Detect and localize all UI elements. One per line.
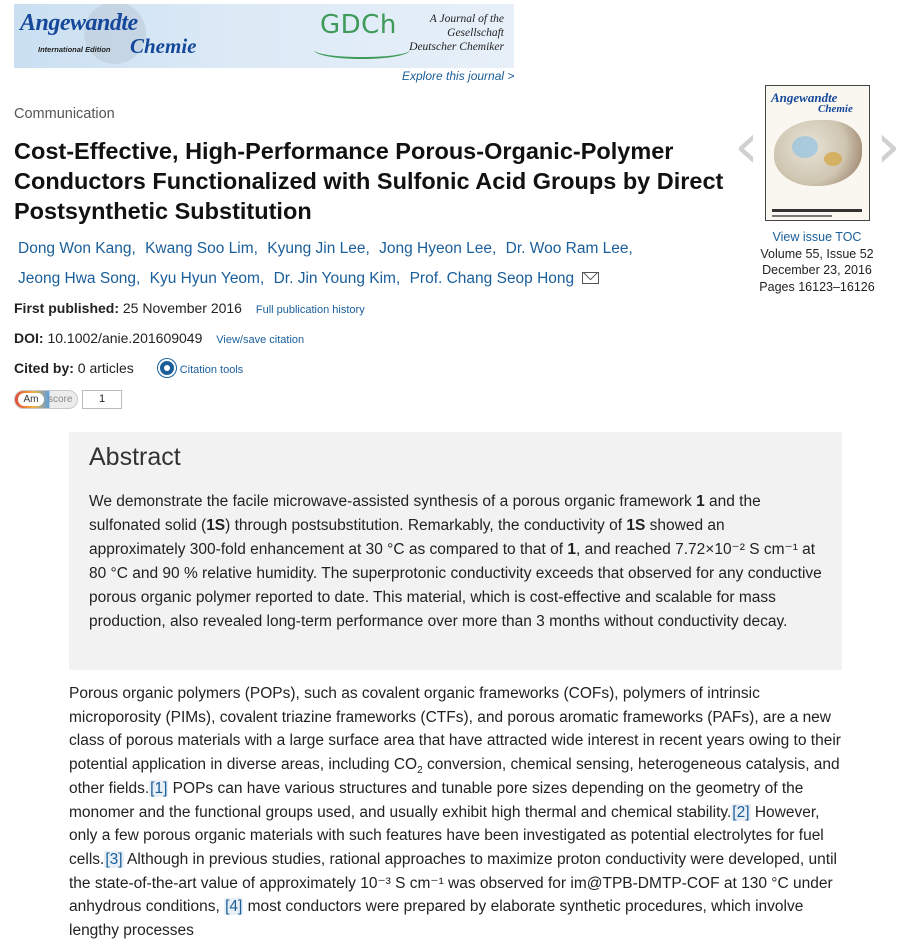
article-title: Cost-Effective, High-Performance Porous-Organic-Polymer Conductors Functionalized with Sulfonic Acid Groups by Direct Postsynthetic Substitution <box>14 138 724 224</box>
issue-date: December 23, 2016 <box>762 263 872 277</box>
reference-link[interactable]: [4] <box>225 898 243 916</box>
first-published-label: First published: <box>14 300 119 316</box>
reference-link[interactable]: [2] <box>732 803 750 821</box>
abstract-text <box>89 490 822 634</box>
journal-banner[interactable] <box>14 4 514 68</box>
reference-link[interactable]: [3] <box>105 850 123 868</box>
doi-label: DOI: <box>14 330 44 346</box>
first-published-row <box>14 300 365 316</box>
abstract-heading: Abstract <box>89 443 181 471</box>
compound-label: 1S <box>206 517 226 534</box>
altmetric-score-label: score <box>48 393 73 405</box>
compound-label: 1 <box>567 541 576 558</box>
compound-label: 1S <box>626 517 646 534</box>
abstract-segment: ) through postsubstitution. Remarkably, the conductivity of <box>225 517 627 534</box>
mail-icon[interactable] <box>582 272 599 284</box>
abstract-segment: and the sulfonated solid ( <box>89 493 761 534</box>
altmetric-widget[interactable] <box>14 389 122 409</box>
altmetric-badge[interactable] <box>14 390 78 409</box>
cited-by-count: 0 articles <box>77 360 134 376</box>
issue-pages: Pages 16123–16126 <box>759 279 875 294</box>
body-segment: Porous organic polymers (POPs), such as covalent organic frameworks (COFs), polymers of intrinsic microporosity (PIMs), covalent triazine frameworks (CTFs), and porous aromatic frameworks (PAFs), are a new class of porous materials with a large surface area that have attracted wide interest in recent years owing to their potential application in diverse areas, including CO <box>69 685 841 774</box>
author-link[interactable]: Dong Won Kang, <box>18 240 136 257</box>
cited-by-row <box>14 359 243 376</box>
view-citation-link[interactable]: View/save citation <box>216 334 305 346</box>
body-segment: POPs can have various structures and tunable pore sizes depending on the geometry of the monomer and the functional groups used, and usually exhibit high thermal and chemical stability. <box>69 779 804 821</box>
cover-artwork <box>774 120 862 186</box>
tagline-line: Gesellschaft <box>447 27 504 39</box>
article-type: Communication <box>14 106 115 122</box>
author-list <box>18 234 698 294</box>
altmetric-score-count: 1 <box>82 390 122 409</box>
issue-cover-image[interactable] <box>765 85 870 221</box>
author-link[interactable]: Dr. Woo Ram Lee, <box>505 240 633 257</box>
previous-issue-arrow-icon[interactable]: ‹ <box>734 109 759 182</box>
tagline-line: Deutscher Chemiker <box>409 41 504 53</box>
body-segment: However, only a few porous organic materials with such features have been investigated as potential electrolytes for fuel cells. <box>69 803 824 868</box>
author-link[interactable]: Kwang Soo Lim, <box>145 240 258 257</box>
reference-link[interactable]: [1] <box>150 779 168 797</box>
abstract-segment: We demonstrate the facile microwave-assisted synthesis of a porous organic framework <box>89 493 697 510</box>
abstract-segment: showed an approximately 300-fold enhancement at 30 °C as compared to that of <box>89 517 725 558</box>
view-issue-toc-link[interactable]: View issue TOC <box>772 230 862 244</box>
cover-footer-bar <box>772 215 832 217</box>
author-link-corresponding[interactable]: Prof. Chang Seop Hong <box>409 270 575 287</box>
compound-label: 1 <box>696 493 705 510</box>
altmetric-am-label: Am <box>18 393 44 406</box>
cover-journal-subtitle: Chemie <box>818 103 853 115</box>
abstract-section <box>69 432 842 670</box>
issue-volume: Volume 55, Issue 52 <box>760 246 874 261</box>
issue-info <box>749 229 885 295</box>
author-link[interactable]: Kyu Hyun Yeom, <box>149 270 265 287</box>
gdch-logo: GDCh <box>320 10 397 40</box>
journal-logo-subtitle: Chemie <box>130 34 197 58</box>
body-segment: most conductors were prepared by elaborate synthetic procedures, which involve lengthy processes <box>69 898 804 940</box>
doi-value: 10.1002/anie.201609049 <box>47 330 203 346</box>
body-segment: Although in previous studies, rational approaches to maximize proton conductivity were developed, until the state-of-the-art value of approximately 10⁻³ S cm⁻¹ was observed for im@TPB-DMTP-COF at 130 °C under anhydrous conditions, <box>69 850 837 916</box>
society-tagline <box>409 12 504 54</box>
body-paragraph <box>69 682 849 943</box>
author-link[interactable]: Jeong Hwa Song, <box>18 270 141 287</box>
author-link[interactable]: Jong Hyeon Lee, <box>379 240 497 257</box>
journal-logo-title: Angewandte <box>20 10 138 36</box>
subscript: 2 <box>417 765 423 777</box>
explore-journal-link[interactable]: Explore this journal > <box>402 69 515 83</box>
abstract-segment: , and reached 7.72×10⁻² S cm⁻¹ at 80 °C and 90 % relative humidity. The superprotonic conductivity exceeds that observed for any conductive porous organic polymer reported to date. This material, which is cost-effective and scalable for mass production, also revealed long-term performance over more than 3 months without conductivity decay. <box>89 541 822 630</box>
cover-journal-title: Angewandte <box>771 90 838 105</box>
cover-footer-bar <box>772 209 862 212</box>
citation-tools-link[interactable]: Citation tools <box>179 364 244 376</box>
first-published-date: 25 November 2016 <box>122 300 242 316</box>
tagline-line: A Journal of the <box>429 13 504 25</box>
journal-edition: International Edition <box>38 45 111 54</box>
doi-row <box>14 330 304 346</box>
cited-by-label: Cited by: <box>14 360 74 376</box>
gdch-logo-arc <box>314 41 410 59</box>
gear-icon[interactable] <box>160 361 174 375</box>
author-link[interactable]: Dr. Jin Young Kim, <box>273 270 401 287</box>
next-issue-arrow-icon[interactable]: › <box>876 109 901 182</box>
author-link[interactable]: Kyung Jin Lee, <box>267 240 370 257</box>
publication-history-link[interactable]: Full publication history <box>255 304 365 316</box>
body-segment: conversion, chemical sensing, heterogeneous catalysis, and other fields. <box>69 756 840 797</box>
